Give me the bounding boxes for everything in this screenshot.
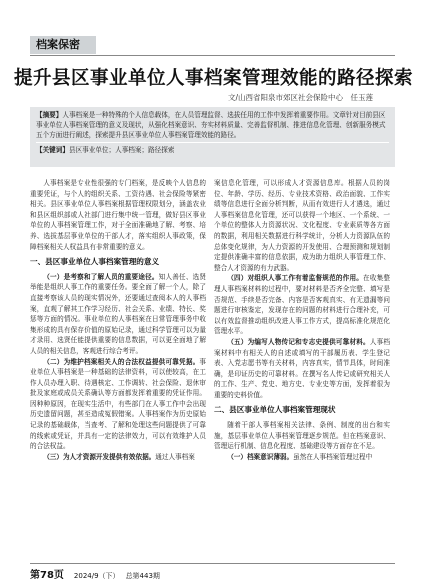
- subheading-7: （一）档案意识薄弱。: [227, 452, 294, 461]
- paragraph-7: [214, 452, 390, 463]
- paragraph-4-text: 在收集整理人事档案材料的过程中，要对材料是否齐全完整、填写是否规范、手续是否完备、内容是否客观真实、有无遗漏等问题进行审核鉴定，发现存在的问题的材料进行合理补充，可以有效监督推动组织改进人事工作方式，提高标准化规范化管理水平。: [214, 274, 391, 336]
- paragraph-1-text: 知人善任、选贤举能是组织人事工作的重要任务。要全面了解一个人，除了直接考察该人员的现实情况外，还要通过查阅本人的人事档案，直观了解其工作学习经历、社会关系、业绩、特长、奖惩等方面的情况。事业单位的人事档案在日常管理事务中收集形成的具有保存价值的原始记录，通过科学管理可以为量才录用、选贤任能提供重要的信息数据，可以更全面地了解人员的相关信息，客观进行综合考评。: [30, 272, 207, 355]
- abstract-text: 人事档案是一种特殊的个人信息载体，在人员管理监督、选拔任用的工作中发挥着重要作用。文章针对目前县区事业单位人事档案管理的意义及现状，从强化档案意识、夯实材料质量、完善监督机制、推进信息化管理、创新服务模式五个方面进行阐述，探索提升县区事业单位人事档案管理效能的路径。: [36, 111, 386, 139]
- abstract-label: 【摘要】: [36, 111, 63, 119]
- header-rule: [30, 55, 395, 56]
- page-number: 第78页: [30, 570, 64, 581]
- right-column: [214, 178, 390, 462]
- paragraph-6: 随着干部人事档案相关法律、条例、制度的出台和实施，基层事业单位人事档案管理逐步规范。但在档案意识、管理运行机制、信息化程度、基础建设等方面存在不足。: [214, 421, 390, 451]
- section-heading-1: 一、县区事业单位人事档案管理的意义: [30, 257, 160, 267]
- subheading-5: （五）为编写人物传记和专志史提供可靠材料。: [227, 337, 370, 346]
- abstract-box: [30, 107, 395, 167]
- paragraph-3: [30, 452, 206, 463]
- paragraph-7-text: 虽然在人事档案管理过程中: [293, 452, 373, 461]
- issue-date: 2024/9（下）: [73, 572, 120, 580]
- issue-total: 总第443期: [125, 572, 160, 580]
- subheading-4: （四）对组织人事工作有着监督规范的作用。: [227, 274, 364, 283]
- page-footer: [30, 566, 395, 581]
- intro-paragraph: 人事档案是专业性很强的专门档案，是反映个人信息的重要凭证，与个人的组织关系、工资待遇、社会保险等紧密相关。县区事业单位人事档案根据管理权限划分，涵盖农业和县区组织部或人社部门进行集中统一管理，做好县区事业单位的人事档案管理工作，对于全面准确地了解、考察、培养、选拔基层事业单位的干部人才，落实组织人事政策，保障档案相关人权益具有非常重要的意义。: [30, 179, 206, 251]
- paragraph-2: [30, 357, 206, 452]
- section-tag: 档案保密: [30, 36, 96, 54]
- keywords: [36, 142, 389, 155]
- paragraph-4: [214, 273, 390, 337]
- paragraph-2-text: 事业单位人事档案是一种基础的法律资料，可以使较高，在工作人员办理入职、待遇核定、工作调转、社会保险、退休审批及家庭或成员关系确认等方面都发挥着重要的凭证作用。因种种原因，在现实生活中，有些部门在人事工作中会出现历史遗留问题，甚至造成冤假错案。人事档案作为历史原始记录的基础载体，当查考、了解和处理这些问题提供了可靠的线索或凭证，并具有一定的法律效力，可以有效维护人员的合法权益。: [30, 357, 206, 451]
- abstract: [36, 110, 389, 140]
- paragraph-3-text: 通过人事档案: [155, 452, 195, 461]
- section-heading-2: 二、县区事业单位人事档案管理现状: [214, 405, 336, 415]
- subheading-2: （二）为维护档案相关人的合法权益提供可靠凭据。: [43, 357, 200, 366]
- subheading-3: （三）为人才资源开发提供有效依据。: [43, 452, 156, 461]
- footer-rule: [30, 563, 395, 564]
- paragraph-1: [30, 272, 206, 357]
- article-title: 提升县区事业单位人事档案管理效能的路径探索: [13, 68, 413, 89]
- keywords-text: 县区事业单位；人事档案；路径探索: [68, 146, 175, 154]
- keywords-label: 【关键词】: [36, 146, 69, 154]
- paragraph-5: [214, 337, 390, 401]
- paragraph-3-continued: 案信息化管理，可以形成人才资源信息库。根据人员的岗位、年龄、学历、经历、专业技术资格、政治面貌、工作实绩等信息进行全面分析判断，从而有效进行人才遴选，通过人事档案信息化管理，还可以获得一个地区、一个系统、一个单位的整体人力资源状况、文化程度、专业素质等各方面的数据，利用相关数据进行科学统计，分析人力资源队伍的总体变化规律，为人力资源的开发使用、合理预测和规划制定提供准确丰富的信息依据，成为助力组织人事管理工作、整合人才资源的有力武器。: [214, 179, 390, 272]
- article-author: 文/山西省阳泉市郊区社会保险中心 任玉莲: [227, 93, 373, 102]
- paragraph-5-text: 人事档案材料中有相关人的自述或填写的干部履历表、学生登记表、入党志愿书等有关材料，内容真实，情节具体，时间准确，是印证历史的可靠材料。在撰写名人传记或研究相关人的工作、生产、党史、地方史、专业史等方面，发挥着很为重要的史料价值。: [214, 337, 391, 399]
- subheading-1: （一）是考察和了解人员的重要途径。: [43, 272, 159, 281]
- left-column: [30, 178, 206, 462]
